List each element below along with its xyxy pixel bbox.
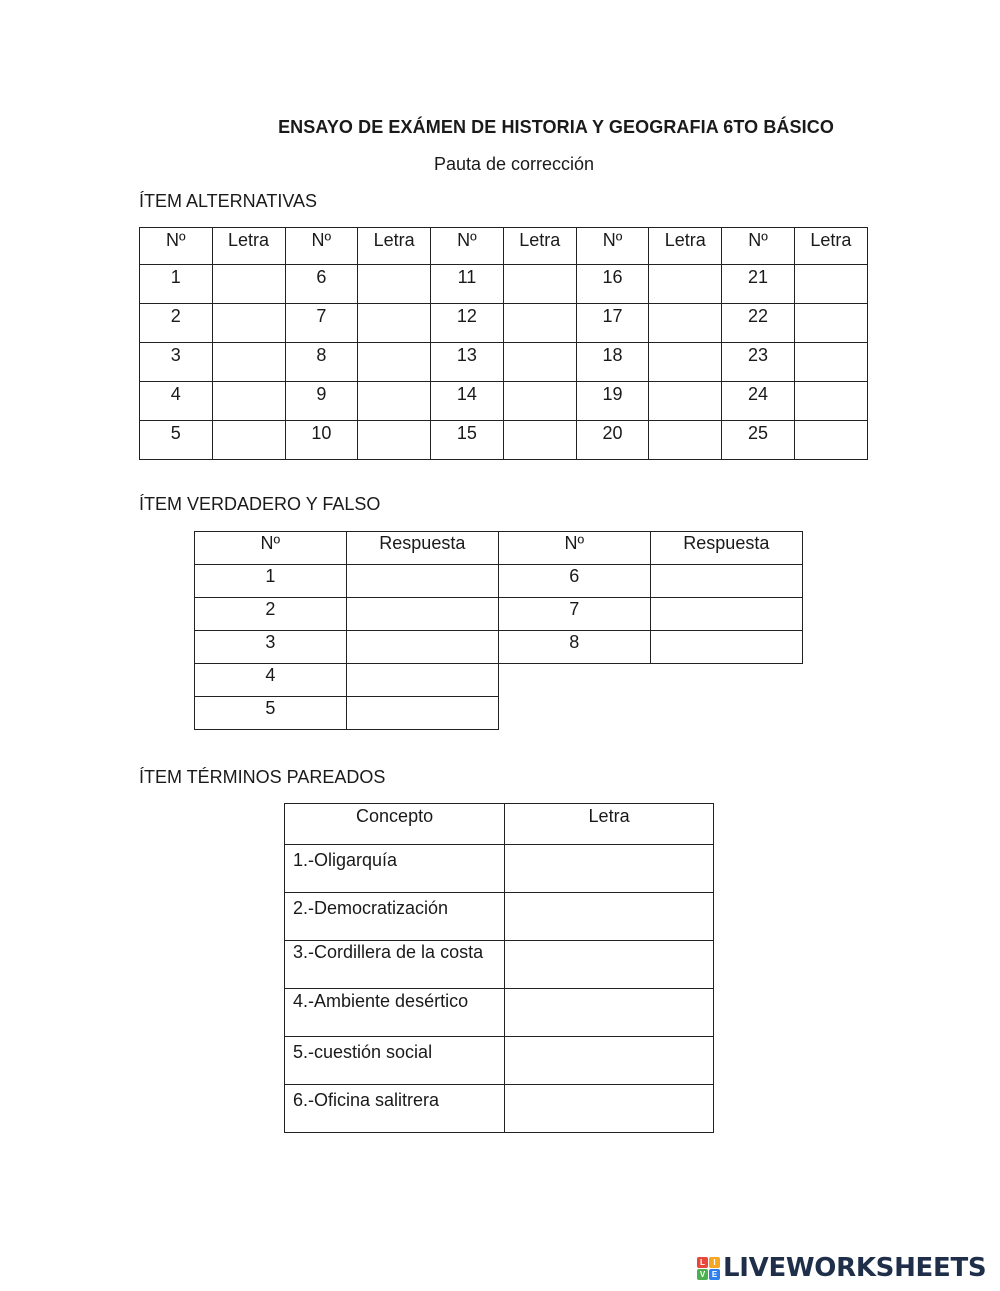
logo-mark-tile: I [709,1257,720,1268]
answer-cell[interactable] [346,631,498,664]
question-number: 4 [195,664,347,697]
question-number: 16 [576,265,649,304]
concept-label: 5.-cuestión social [285,1037,505,1085]
table-row [195,565,803,598]
answer-cell[interactable] [650,565,802,598]
logo-mark-tile: L [697,1257,708,1268]
question-number: 3 [140,343,213,382]
answer-cell[interactable] [503,304,576,343]
table-row [285,1085,714,1133]
col-header-num: Nº [140,228,213,265]
question-number: 24 [722,382,795,421]
answer-cell[interactable] [503,343,576,382]
table-row [285,845,714,893]
answer-cell[interactable] [649,343,722,382]
table-row [195,598,803,631]
col-header-num: Nº [285,228,358,265]
answer-cell[interactable] [212,382,285,421]
col-header-letra: Letra [212,228,285,265]
alternativas-table [139,227,868,460]
answer-cell[interactable] [649,265,722,304]
concept-label: 1.-Oligarquía [285,845,505,893]
question-number: 18 [576,343,649,382]
question-number: 1 [195,565,347,598]
col-header-num: Nº [498,532,650,565]
question-number: 7 [498,598,650,631]
question-number: 7 [285,304,358,343]
answer-cell[interactable] [505,941,714,989]
logo-mark-tile: V [697,1269,708,1280]
answer-cell[interactable] [505,1085,714,1133]
answer-cell[interactable] [346,664,498,697]
answer-cell[interactable] [794,382,867,421]
answer-cell[interactable] [358,304,431,343]
question-number: 2 [195,598,347,631]
col-header-letra: Letra [649,228,722,265]
answer-cell[interactable] [505,1037,714,1085]
answer-cell[interactable] [358,265,431,304]
col-header-letra: Letra [358,228,431,265]
empty-cell [650,697,802,730]
section-heading-pareados: ÍTEM TÉRMINOS PAREADOS [139,767,386,787]
question-number: 17 [576,304,649,343]
table-row [140,304,868,343]
answer-cell[interactable] [346,598,498,631]
col-header-num: Nº [431,228,504,265]
answer-cell[interactable] [503,421,576,460]
col-header-letra: Letra [503,228,576,265]
logo-text: LIVEWORKSHEETS [723,1253,987,1283]
answer-cell[interactable] [503,265,576,304]
question-number: 5 [195,697,347,730]
answer-cell[interactable] [794,265,867,304]
table-row [140,343,868,382]
section-heading-verdadero-falso: ÍTEM VERDADERO Y FALSO [139,494,381,514]
answer-cell[interactable] [212,421,285,460]
answer-cell[interactable] [346,697,498,730]
question-number: 11 [431,265,504,304]
question-number: 12 [431,304,504,343]
question-number: 22 [722,304,795,343]
concept-label: 2.-Democratización [285,893,505,941]
table-row [195,631,803,664]
table-row [195,697,803,730]
question-number: 14 [431,382,504,421]
answer-cell[interactable] [505,845,714,893]
answer-cell[interactable] [649,382,722,421]
answer-cell[interactable] [650,631,802,664]
page-subtitle: Pauta de corrección [433,154,595,174]
question-number: 23 [722,343,795,382]
question-number: 8 [285,343,358,382]
question-number: 25 [722,421,795,460]
question-number: 3 [195,631,347,664]
col-header-letra: Letra [794,228,867,265]
answer-cell[interactable] [794,343,867,382]
liveworksheets-logo [697,1253,986,1283]
answer-cell[interactable] [212,265,285,304]
logo-mark-icon [697,1257,720,1280]
empty-cell [498,697,650,730]
table-row [285,941,714,989]
answer-cell[interactable] [505,989,714,1037]
question-number: 1 [140,265,213,304]
question-number: 6 [498,565,650,598]
answer-cell[interactable] [212,304,285,343]
question-number: 19 [576,382,649,421]
answer-cell[interactable] [649,421,722,460]
question-number: 9 [285,382,358,421]
table-row [140,382,868,421]
col-header-num: Nº [722,228,795,265]
question-number: 5 [140,421,213,460]
concept-label: 6.-Oficina salitrera [285,1085,505,1133]
question-number: 15 [431,421,504,460]
question-number: 8 [498,631,650,664]
col-header-respuesta: Respuesta [650,532,802,565]
question-number: 13 [431,343,504,382]
question-number: 21 [722,265,795,304]
answer-cell[interactable] [346,565,498,598]
answer-cell[interactable] [794,421,867,460]
logo-mark-tile: E [709,1269,720,1280]
table-row [285,989,714,1037]
answer-cell[interactable] [212,343,285,382]
answer-cell[interactable] [358,382,431,421]
question-number: 4 [140,382,213,421]
verdadero-falso-table [194,531,803,730]
col-header-letra: Letra [505,804,714,845]
answer-cell[interactable] [505,893,714,941]
table-row [285,1037,714,1085]
question-number: 2 [140,304,213,343]
col-header-respuesta: Respuesta [346,532,498,565]
question-number: 10 [285,421,358,460]
col-header-concepto: Concepto [285,804,505,845]
answer-cell[interactable] [358,421,431,460]
pareados-table [284,803,714,1133]
empty-cell [650,664,802,697]
table-row [140,265,868,304]
table-row [195,664,803,697]
answer-cell[interactable] [650,598,802,631]
question-number: 20 [576,421,649,460]
empty-cell [498,664,650,697]
answer-cell[interactable] [503,382,576,421]
answer-cell[interactable] [649,304,722,343]
table-row [285,893,714,941]
concept-label: 4.-Ambiente desértico [285,989,505,1037]
col-header-num: Nº [576,228,649,265]
table-row [140,421,868,460]
page-title: ENSAYO DE EXÁMEN DE HISTORIA Y GEOGRAFIA 6TO BÁSICO [278,117,834,137]
col-header-num: Nº [195,532,347,565]
concept-label: 3.-Cordillera de la costa [285,941,505,989]
section-heading-alternativas: ÍTEM ALTERNATIVAS [139,191,318,211]
answer-cell[interactable] [794,304,867,343]
answer-cell[interactable] [358,343,431,382]
question-number: 6 [285,265,358,304]
